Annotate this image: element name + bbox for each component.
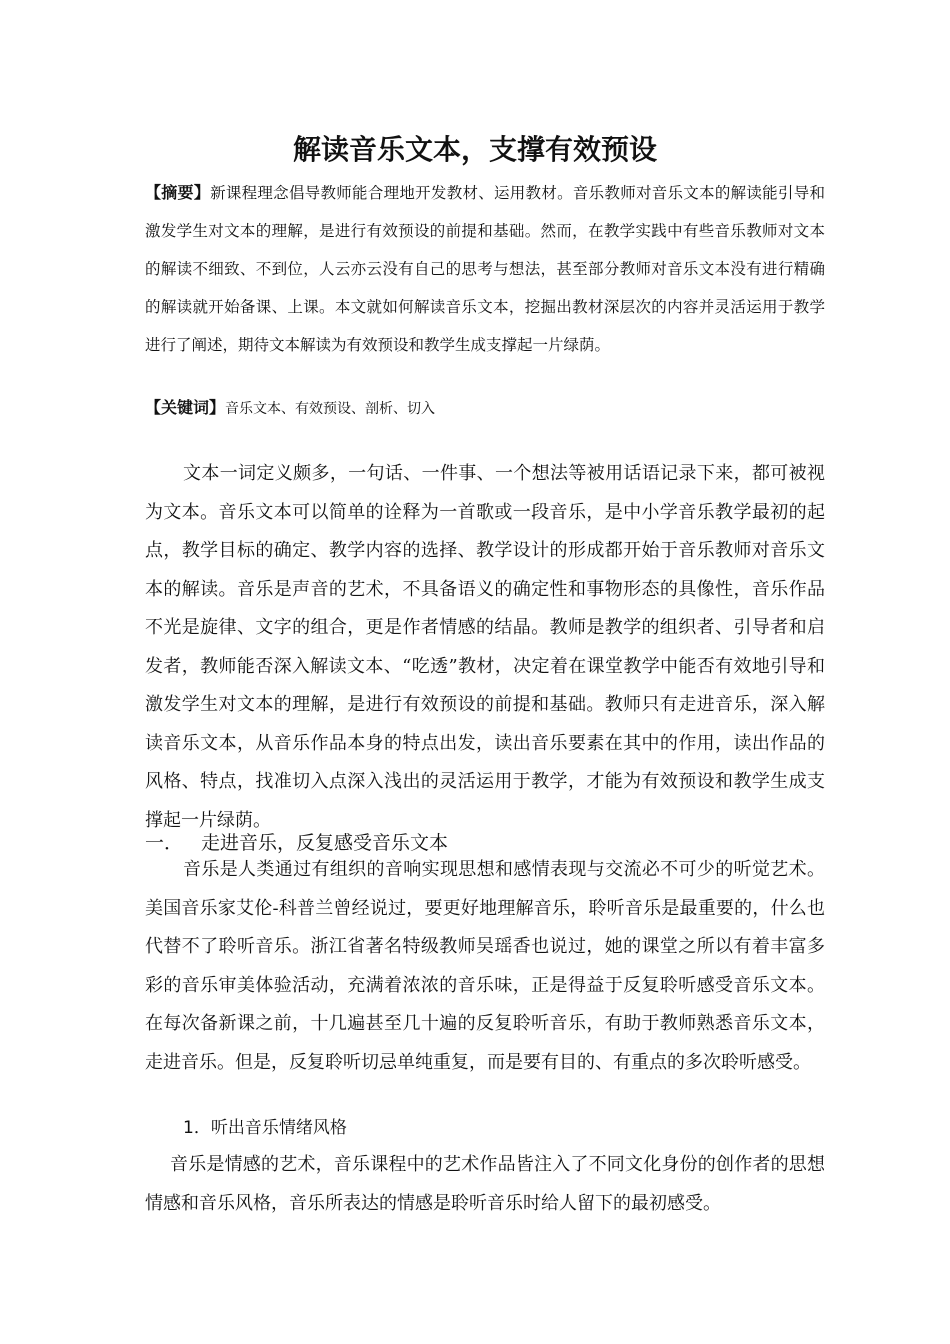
keywords-label: 【关键词】: [145, 398, 226, 417]
abstract-label: 【摘要】: [145, 183, 211, 202]
subsection-paragraph: 音乐是情感的艺术，音乐课程中的艺术作品皆注入了不同文化身份的创作者的思想情感和音乐风格，音乐所表达的情感是聆听音乐时给人留下的最初感受。: [145, 1154, 825, 1214]
abstract: [145, 174, 825, 364]
keywords-text: 音乐文本、有效预设、剖析、切入: [225, 401, 436, 417]
intro-paragraph: 文本一词定义颇多，一句话、一件事、一个想法等被用话语记录下来，都可被视为文本。音乐文本可以简单的诠释为一首歌或一段音乐，是中小学音乐教学最初的起点，教学目标的确定、教学内容的选择、教学设计的形成都开始于音乐教师对音乐文本的解读。音乐是声音的艺术，不具备语义的确定性和事物形态的具像性，音乐作品不光是旋律、文字的组合，更是作者情感的结晶。教师是教学的组织者、引导者和启发者，教师能否深入解读文本、“吃透”教材，决定着在课堂教学中能否有效地引导和激发学生对文本的理解，是进行有效预设的前提和基础。教师只有走进音乐，深入解读音乐文本，从音乐作品本身的特点出发，读出音乐要素在其中的作用，读出作品的风格、特点，找准切入点深入浅出的灵活运用于教学，才能为有效预设和教学生成支撑起一片绿荫。: [145, 463, 825, 831]
keywords: [145, 390, 825, 427]
subsection-heading: 1．听出音乐情绪风格: [183, 1118, 347, 1138]
abstract-text: 新课程理念倡导教师能合理地开发教材、运用教材。音乐教师对音乐文本的解读能引导和激发学生对文本的理解，是进行有效预设的前提和基础。然而，在教学实践中有些音乐教师对文本的解读不细致、不到位，人云亦云没有自己的思考与想法，甚至部分教师对音乐文本没有进行精确的解读就开始备课、上课。本文就如何解读音乐文本，挖掘出教材深层次的内容并灵活运用于教学进行了阐述，期待文本解读为有效预设和教学生成支撑起一片绿荫。: [145, 184, 825, 354]
document-title: 解读音乐文本，支撑有效预设: [292, 133, 657, 166]
section-paragraph: 音乐是人类通过有组织的音响实现思想和感情表现与交流必不可少的听觉艺术。美国音乐家艾伦-科普兰曾经说过，要更好地理解音乐，聆听音乐是最重要的，什么也代替不了聆听音乐。浙江省著名特级教师吴瑶香也说过，她的课堂之所以有着丰富多彩的音乐审美体验活动，充满着浓浓的音乐味，正是得益于反复聆听感受音乐文本。在每次备新课之前，十几遍甚至几十遍的反复聆听音乐，有助于教师熟悉音乐文本，走进音乐。但是，反复聆听切忌单纯重复，而是要有目的、有重点的多次聆听感受。: [145, 859, 825, 1073]
section-number: 一．: [145, 832, 184, 854]
section-heading-text: 走进音乐，反复感受音乐文本: [201, 832, 449, 854]
